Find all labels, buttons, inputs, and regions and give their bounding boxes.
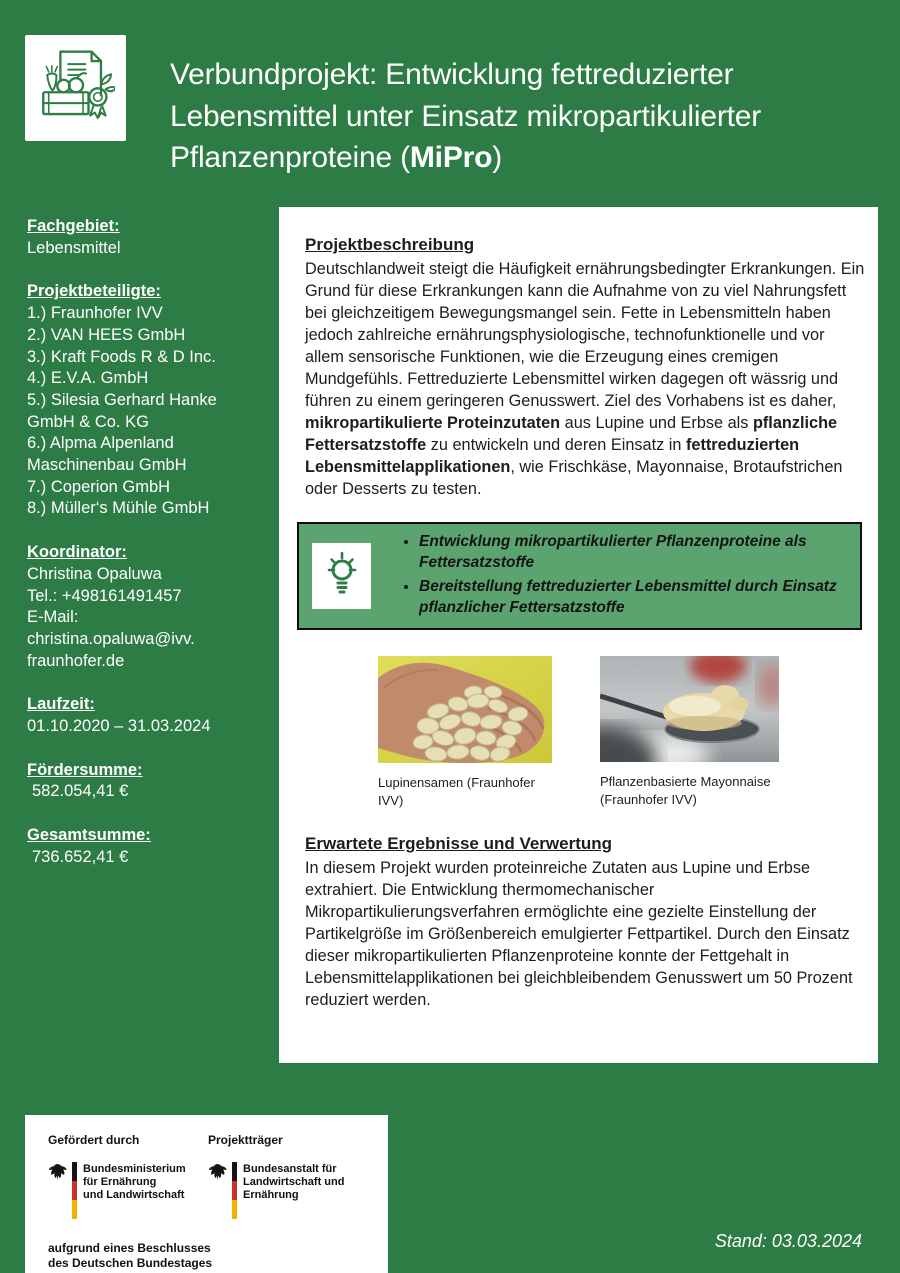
koordinator-line: E-Mail: <box>27 608 79 627</box>
ble-name-line: Landwirtschaft und Ernährung <box>243 1176 345 1201</box>
ble-logo <box>208 1162 388 1219</box>
food-document-crate-icon <box>37 44 115 133</box>
projektbeteiligte-item: 7.) Coperion GmbH <box>27 477 171 496</box>
sidebar-section-koordinator <box>27 542 245 672</box>
gesamtsumme-value: 736.652,41 € <box>32 847 129 866</box>
projektbeteiligte-item: 4.) E.V.A. GmbH <box>27 369 149 388</box>
projektbeteiligte-item: 8.) Müller‘s Mühle GmbH <box>27 499 210 518</box>
project-acronym: MiPro <box>409 141 493 175</box>
highlights-box <box>297 522 862 630</box>
ergebnisse-section <box>305 834 864 1011</box>
projektbeteiligte-label: Projektbeteiligte: <box>27 282 161 301</box>
projektbeteiligte-item: 3.) Kraft Foods R & D Inc. <box>27 347 216 366</box>
lupine-seeds-photo <box>378 656 556 768</box>
projektbeteiligte-item: 6.) Alpma Alpenland Maschinenbau GmbH <box>27 434 187 475</box>
projektbeschreibung-text: Deutschlandweit steigt die Häufigkeit ernährungsbedingter Erkrankungen. Ein Grund für diese Erkrankungen kann die Aufnahme von zu viel Nahrungsfett bei gleichzeitigem Bewegungsmangel sein. Fette in Lebensmitteln haben jedoch zahlreiche ernährungsphysiologische, technofunktionelle und vor allem sensorische Funktionen, wie die Erzeugung eines cremigen Mundgefühls. Fettreduzierte Lebensmittel wirken dagegen oft wässrig und führen zu einem geringeren Genusswert. Ziel des Vorhabens ist es daher, mikropartikulierte Proteinzutaten aus Lupine und Erbse als pflanzliche Fettersatzstoffe zu entwickeln und deren Einsatz in fettreduzierten Lebensmittelapplikationen, wie Frischkäse, Mayonnaise, Brotaufstrichen oder Desserts zu testen. <box>305 260 865 498</box>
content-panel <box>279 207 878 1063</box>
koordinator-line: Christina Opaluwa <box>27 564 162 583</box>
projekttraeger-label: Projektträger <box>208 1133 283 1147</box>
bundestag-note <box>48 1241 388 1271</box>
federal-eagle-icon <box>208 1163 227 1181</box>
foerdersumme-label: Fördersumme: <box>27 760 143 779</box>
bmel-name-line: Bundesministerium <box>83 1163 186 1175</box>
ergebnisse-heading: Erwartete Ergebnisse und Verwertung <box>305 834 613 853</box>
bmel-name-line: und Landwirtschaft <box>83 1189 185 1201</box>
federal-eagle-icon <box>48 1163 67 1181</box>
footer-col-gefoerdert <box>48 1133 208 1219</box>
sidebar <box>27 216 245 891</box>
projektbeteiligte-list <box>27 303 245 520</box>
bmel-name <box>83 1163 186 1219</box>
highlights-bullet-list <box>399 531 860 621</box>
projektbeschreibung-heading: Projektbeschreibung <box>305 235 475 254</box>
page-title <box>170 54 885 179</box>
sidebar-section-gesamtsumme <box>27 825 245 868</box>
fachgebiet-value: Lebensmittel <box>27 238 121 257</box>
german-flag-stripe <box>72 1162 77 1219</box>
koordinator-lines <box>27 564 245 673</box>
sidebar-section-laufzeit <box>27 694 245 737</box>
project-logo-box <box>25 35 126 141</box>
gefoerdert-durch-label: Gefördert durch <box>48 1133 140 1147</box>
sidebar-section-projektbeteiligte <box>27 281 245 520</box>
figure-mayonnaise <box>600 656 779 809</box>
koordinator-line: fraunhofer.de <box>27 651 125 670</box>
fachgebiet-label: Fachgebiet: <box>27 217 120 235</box>
highlight-bullet: • Entwicklung mikropartikulierter Pflanzenproteine als Fettersatzstoffe <box>419 531 860 573</box>
lightbulb-tile <box>312 543 371 609</box>
koordinator-label: Koordinator: <box>27 543 127 562</box>
projektbeteiligte-item: 2.) VAN HEES GmbH <box>27 325 186 344</box>
laufzeit-value: 01.10.2020 – 31.03.2024 <box>27 717 211 736</box>
footer-funding-box <box>25 1115 388 1273</box>
ble-name-line: Bundesanstalt für <box>243 1163 337 1175</box>
stand-date: Stand: 03.03.2024 <box>714 1231 862 1251</box>
koordinator-line: Tel.: +498161491457 <box>27 586 182 605</box>
figures-row <box>378 656 864 809</box>
mayonnaise-spoon-photo <box>600 656 779 767</box>
gesamtsumme-label: Gesamtsumme: <box>27 826 151 845</box>
german-flag-stripe <box>232 1162 237 1219</box>
figure-caption: Pflanzenbasierte Mayonnaise (Fraunhofer IVV) <box>600 774 771 807</box>
bmel-name-line: für Ernährung <box>83 1176 157 1188</box>
projektbeteiligte-item: 1.) Fraunhofer IVV <box>27 304 163 323</box>
ergebnisse-text: In diesem Projekt wurden proteinreiche Zutaten aus Lupine und Erbse extrahiert. Die Entwicklung thermomechanischer Mikropartikulierungsverfahren ermöglichte eine gezielte Einstellung der Partikelgröße im Größenbereich emulgierter Fettpartikel. Durch den Einsatz dieser mikropartikulierten Pflanzenproteine konnte der Fettgehalt in Lebensmittelapplikationen bei gleichbleibendem Genusswert um 50 Prozent reduziert werden. <box>305 859 853 1009</box>
bundestag-note-line: aufgrund eines Beschlusses <box>48 1241 211 1255</box>
sidebar-section-fachgebiet <box>27 216 245 259</box>
laufzeit-label: Laufzeit: <box>27 695 95 714</box>
sidebar-section-foerdersumme <box>27 760 245 803</box>
ble-name <box>243 1163 388 1219</box>
page-title-line: Lebensmittel unter Einsatz mikropartikulierter <box>170 99 762 133</box>
figure-lupine-seeds <box>378 656 556 809</box>
footer-col-projekttraeger <box>208 1133 388 1219</box>
projektbeteiligte-item: 5.) Silesia Gerhard Hanke GmbH & Co. KG <box>27 390 217 431</box>
bmel-logo <box>48 1162 208 1219</box>
figure-caption: Lupinensamen (Fraunhofer IVV) <box>378 775 535 808</box>
lightbulb-icon <box>322 551 362 602</box>
bundestag-note-line: des Deutschen Bundestages <box>48 1256 213 1270</box>
page-title-line: Verbundprojekt: Entwicklung fettreduzierter <box>170 58 734 92</box>
page-title-line: Pflanzenproteine (MiPro) <box>170 141 503 175</box>
highlight-bullet: • Bereitstellung fettreduzierter Lebensmittel durch Einsatz pflanzlicher Fettersatzstoffe <box>419 576 860 618</box>
foerdersumme-value: 582.054,41 € <box>32 782 129 801</box>
koordinator-line: christina.opaluwa@ivv. <box>27 629 195 648</box>
